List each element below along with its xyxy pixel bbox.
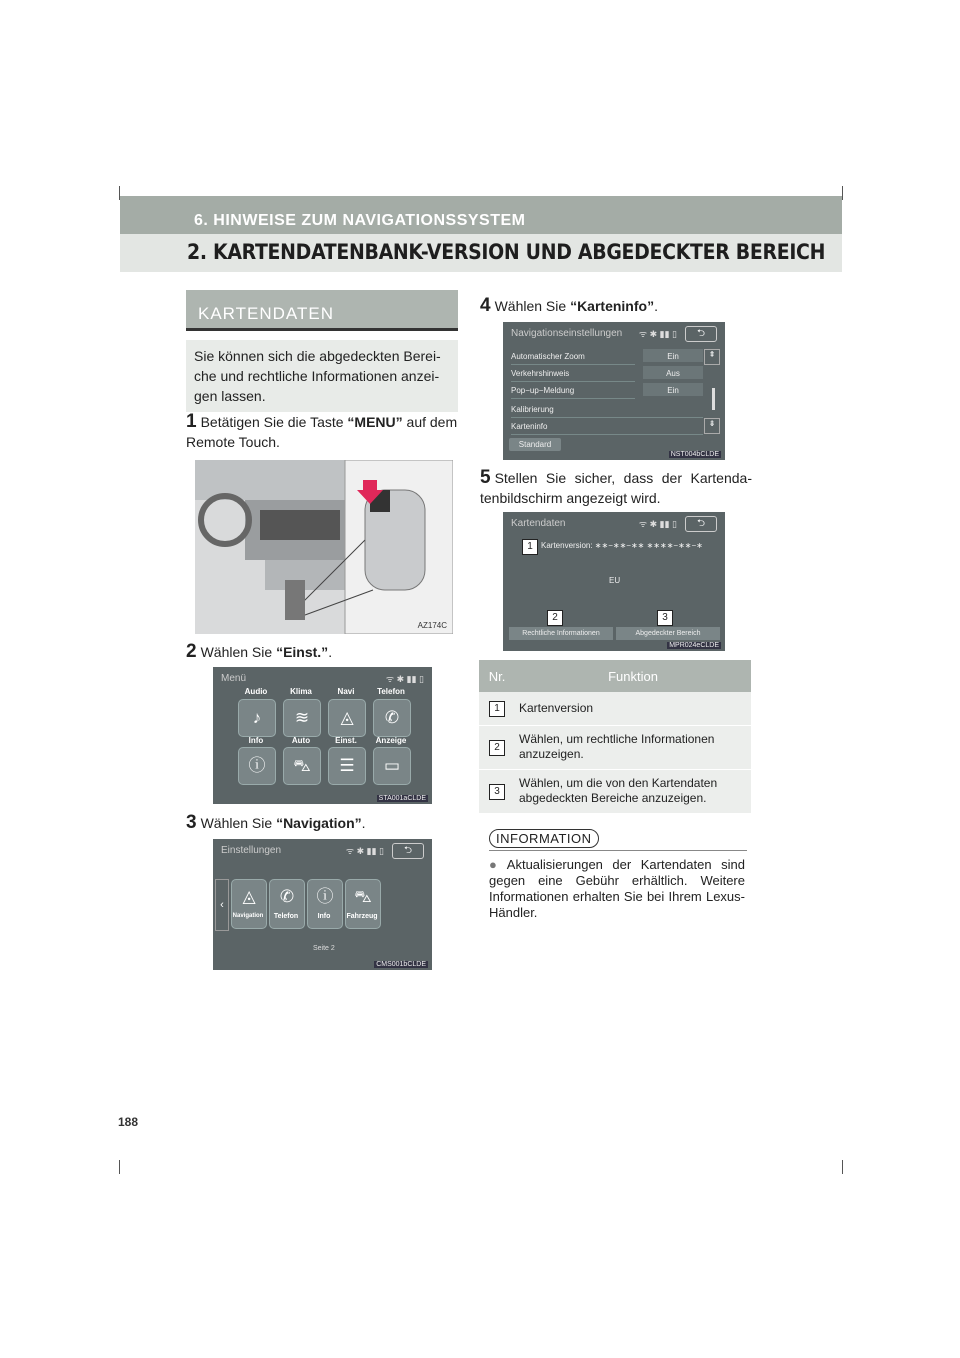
step-number: 1	[186, 411, 197, 432]
step-2	[186, 642, 458, 662]
setting-value: Ein	[643, 383, 703, 396]
display-icon[interactable]: ▭	[373, 747, 411, 785]
callout-3: 3	[657, 610, 673, 626]
setting-row[interactable]	[511, 349, 679, 365]
settings-screen	[213, 839, 432, 970]
image-code: STA001aCLDE	[378, 795, 426, 802]
car-settings-icon[interactable]: ⛍	[345, 879, 381, 929]
setting-row[interactable]	[511, 383, 679, 399]
row-number: 3	[489, 784, 505, 800]
status-icons: ᯤ ✱ ▮▮ ▯	[638, 329, 677, 339]
tile-label: Telefon	[273, 913, 299, 920]
box-title	[186, 290, 458, 328]
phone-icon[interactable]: ✆	[269, 879, 305, 929]
legal-info-button[interactable]: Rechtliche Informationen	[509, 627, 613, 640]
tile-label: Audio	[244, 687, 268, 696]
tile-label: Klima	[290, 687, 312, 696]
step-key: “MENU”	[347, 414, 403, 430]
step-text: Wählen Sie	[200, 815, 277, 831]
callout-2: 2	[547, 610, 563, 626]
back-button[interactable]: ⮌	[392, 843, 424, 859]
step-4	[480, 296, 752, 316]
step-number: 2	[186, 641, 197, 662]
scroll-left-button[interactable]: ‹	[215, 879, 229, 931]
step-text-end: .	[361, 815, 366, 831]
map-data-screen	[503, 512, 725, 651]
section-header	[120, 234, 842, 272]
tile-label: Fahrzeug	[346, 913, 378, 920]
menu-screen	[213, 667, 432, 804]
info-icon[interactable]: ⓘ	[307, 879, 343, 929]
console-illustration	[195, 460, 453, 634]
setting-label: Karteninfo	[511, 422, 548, 431]
step-key: “Karteninfo”	[570, 298, 655, 314]
back-button[interactable]: ⮌	[685, 326, 717, 342]
step-number: 5	[480, 467, 491, 488]
step-key: “Navigation”	[276, 815, 362, 831]
function-table	[479, 660, 751, 814]
car-icon[interactable]: ⛍	[283, 747, 321, 785]
step-text: Wählen Sie	[200, 644, 277, 660]
callout-1: 1	[522, 539, 538, 555]
setting-label: Pop−up−Meldung	[511, 386, 575, 395]
info-icon[interactable]: ⓘ	[238, 747, 276, 785]
image-code: MPR024eCLDE	[669, 642, 719, 649]
chapter-title: 6. HINWEISE ZUM NAVIGATIONSSYSTEM	[194, 212, 526, 229]
image-code: CMS001bCLDE	[376, 961, 426, 968]
settings-icon[interactable]: ☰	[328, 747, 366, 785]
box-description: Sie können sich die abgedeckten Berei-che und rechtliche Informationen anzei-gen lassen.	[186, 340, 458, 412]
page-indicator: Seite 2	[313, 945, 335, 952]
tile-label: Einst.	[335, 736, 357, 745]
screen-title: Navigationseinstellungen	[511, 328, 623, 339]
tile-label: Anzeige	[375, 736, 407, 745]
row-text: Wählen, um die von den Kartendaten abgedeckten Bereiche anzuzeigen.	[515, 769, 751, 813]
information-divider	[489, 850, 747, 851]
setting-value: Aus	[643, 366, 703, 379]
header-function: Funktion	[515, 660, 751, 692]
section-title: 2. KARTENDATENBANK-VERSION UND ABGEDECKTER BEREICH	[187, 240, 826, 264]
karteninfo-row[interactable]	[511, 419, 703, 435]
tile-label: Info	[317, 913, 331, 920]
setting-row[interactable]	[511, 366, 680, 382]
table-header-row	[479, 660, 751, 692]
navigation-icon[interactable]: ◬	[231, 879, 267, 929]
bullet-icon: ●	[489, 857, 503, 872]
image-code: AZ174C	[417, 621, 447, 630]
setting-label: Verkehrshinweis	[511, 369, 570, 378]
step-text-end: .	[654, 298, 658, 314]
step-text: Stellen Sie sicher, dass der Kartenda-tenbildschirm angezeigt wird.	[480, 470, 752, 506]
step-number: 3	[186, 812, 197, 833]
table-row	[479, 725, 751, 769]
tile-label: Navi	[337, 687, 355, 696]
page-number: 188	[118, 1115, 139, 1129]
map-version: Kartenversion: ∗∗−∗∗−∗∗ ∗∗∗∗−∗∗−∗	[541, 541, 703, 550]
row-number: 2	[489, 740, 505, 756]
box-divider	[186, 328, 458, 331]
row-number-cell	[479, 725, 515, 769]
step-key: “Einst.”	[276, 644, 329, 660]
audio-icon[interactable]: ♪	[238, 699, 276, 737]
row-number-cell	[479, 692, 515, 725]
back-button[interactable]: ⮌	[685, 516, 717, 532]
tile-label: Info	[248, 736, 264, 745]
row-number: 1	[489, 701, 505, 717]
step-text: Betätigen Sie die Taste	[200, 414, 348, 430]
setting-row[interactable]	[511, 402, 703, 418]
step-5	[480, 468, 752, 508]
nav-settings-screen	[503, 322, 725, 460]
status-icons: ᯤ ✱ ▮▮ ▯	[345, 846, 384, 856]
chapter-header	[120, 196, 842, 234]
table-row	[479, 692, 751, 725]
crop-mark	[842, 1160, 843, 1174]
crop-mark	[119, 1160, 120, 1174]
tile-label: Auto	[291, 736, 311, 745]
row-text: Wählen, um rechtliche Informationen anzuzeigen.	[515, 725, 751, 769]
scroll-down-button[interactable]: ⇟	[704, 418, 720, 434]
row-number-cell	[479, 769, 515, 813]
step-3	[186, 813, 458, 833]
console-photo	[195, 460, 453, 634]
header-nr: Nr.	[479, 660, 515, 692]
screen-title: Einstellungen	[221, 845, 282, 856]
step-number: 4	[480, 295, 491, 316]
table-row	[479, 769, 751, 813]
setting-value: Ein	[643, 349, 703, 362]
crop-mark	[842, 186, 843, 200]
covered-area-button[interactable]: Abgedeckter Bereich	[616, 627, 720, 640]
row-text: Kartenversion	[515, 692, 751, 725]
setting-label: Kalibrierung	[511, 405, 554, 414]
information-label: INFORMATION	[489, 829, 599, 848]
standard-button[interactable]: Standard	[509, 438, 561, 451]
box-title-text: KARTENDATEN	[198, 304, 335, 323]
image-code: NST004bCLDE	[670, 451, 719, 458]
screen-title: Kartendaten	[511, 518, 566, 529]
tile-label: Telefon	[377, 687, 405, 696]
setting-label: Automatischer Zoom	[511, 352, 585, 361]
map-region: EU	[609, 576, 621, 585]
tile-label: Navigation	[232, 913, 264, 919]
step-text-end: .	[328, 644, 333, 660]
status-icons: ᯤ ✱ ▮▮ ▯	[638, 519, 677, 529]
step-1	[186, 412, 458, 452]
phone-icon[interactable]: ✆	[373, 699, 411, 737]
information-body: Aktualisierungen der Kartendaten sind gegen eine Gebühr erhältlich. Weitere Informationen erhalten Sie bei Ihrem Lexus-Händler.	[489, 857, 745, 920]
scrollbar[interactable]	[712, 388, 715, 410]
navigation-icon[interactable]: ◬	[328, 699, 366, 737]
step-text: Wählen Sie	[494, 298, 571, 314]
information-text	[489, 857, 745, 921]
status-icons: ᯤ ✱ ▮▮ ▯	[385, 674, 424, 684]
scroll-up-button[interactable]: ⇞	[704, 349, 720, 365]
climate-icon[interactable]: ≋	[283, 699, 321, 737]
step-text-end: auf dem Remote Touch.	[186, 414, 458, 450]
screen-title: Menü	[221, 673, 247, 684]
